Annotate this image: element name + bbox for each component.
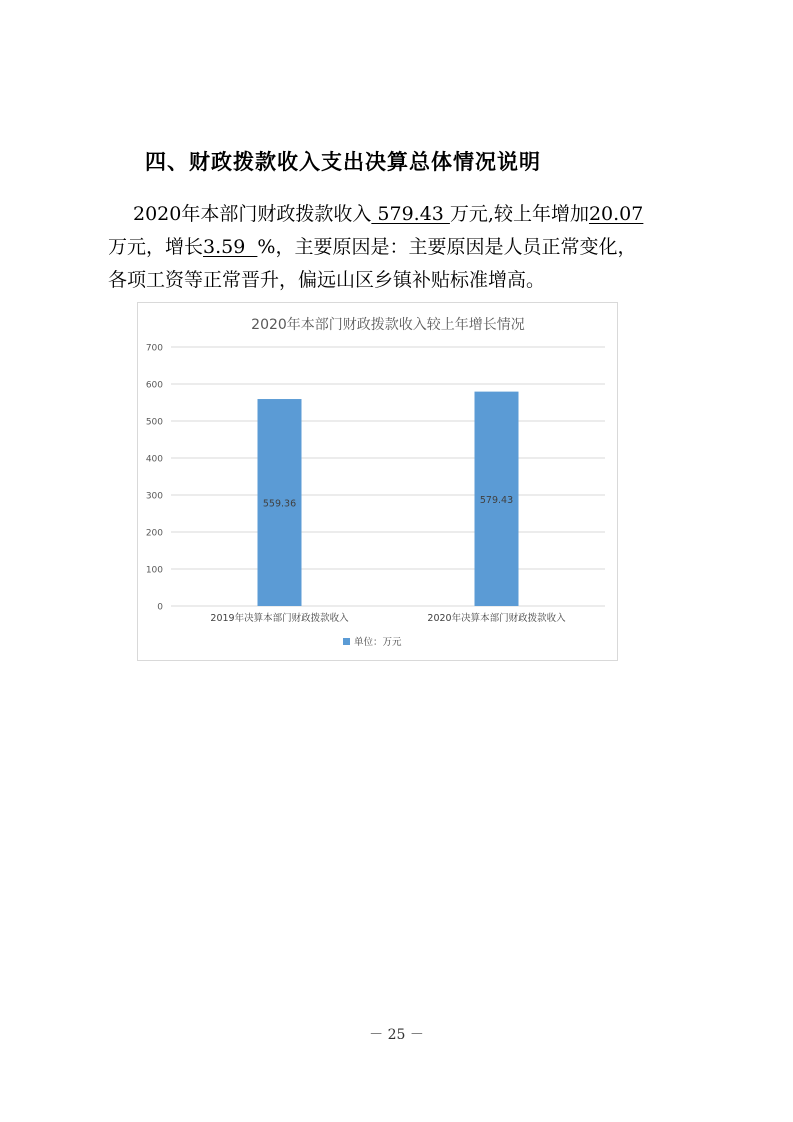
y-tick-label: 300 bbox=[145, 491, 163, 502]
text-segment: 2020年本部门财政拨款收入 bbox=[133, 203, 372, 225]
y-tick-label: 0 bbox=[157, 602, 163, 613]
x-tick-label: 2019年决算本部门财政拨款收入 bbox=[210, 613, 349, 624]
text-segment: %，主要原因是：主要原因是人员正常变化， bbox=[257, 236, 637, 258]
y-tick-label: 200 bbox=[145, 528, 163, 539]
paragraph-line-2 bbox=[108, 231, 698, 264]
text-segment: 万元，增长 bbox=[108, 236, 204, 258]
y-tick-label: 700 bbox=[145, 343, 163, 354]
paragraph-line-3: 各项工资等正常晋升，偏远山区乡镇补贴标准增高。 bbox=[108, 269, 546, 291]
data-label: 579.43 bbox=[479, 494, 514, 506]
legend-label: 单位：万元 bbox=[354, 637, 402, 648]
y-tick-label: 400 bbox=[145, 454, 163, 465]
paragraph-line-1 bbox=[108, 198, 723, 231]
legend-swatch bbox=[343, 638, 350, 645]
text-segment: 万元,较上年增加 bbox=[449, 203, 589, 225]
bar-chart bbox=[137, 302, 618, 661]
chart-svg bbox=[138, 303, 619, 662]
page-number: － 25 － bbox=[369, 1027, 424, 1043]
y-tick-label: 500 bbox=[145, 417, 163, 428]
section-heading: 四、财政拨款收入支出决算总体情况说明 bbox=[145, 150, 541, 174]
y-tick-label: 100 bbox=[145, 565, 163, 576]
data-label: 559.36 bbox=[262, 498, 297, 510]
growth-rate-value: 3.59 bbox=[203, 236, 258, 258]
x-tick-label: 2020年决算本部门财政拨款收入 bbox=[427, 613, 566, 624]
income-value: 579.43 bbox=[371, 203, 450, 225]
increase-value: 20.07 bbox=[588, 203, 644, 225]
chart-title: 2020年本部门财政拨款收入较上年增长情况 bbox=[251, 317, 525, 333]
y-tick-label: 600 bbox=[145, 380, 163, 391]
